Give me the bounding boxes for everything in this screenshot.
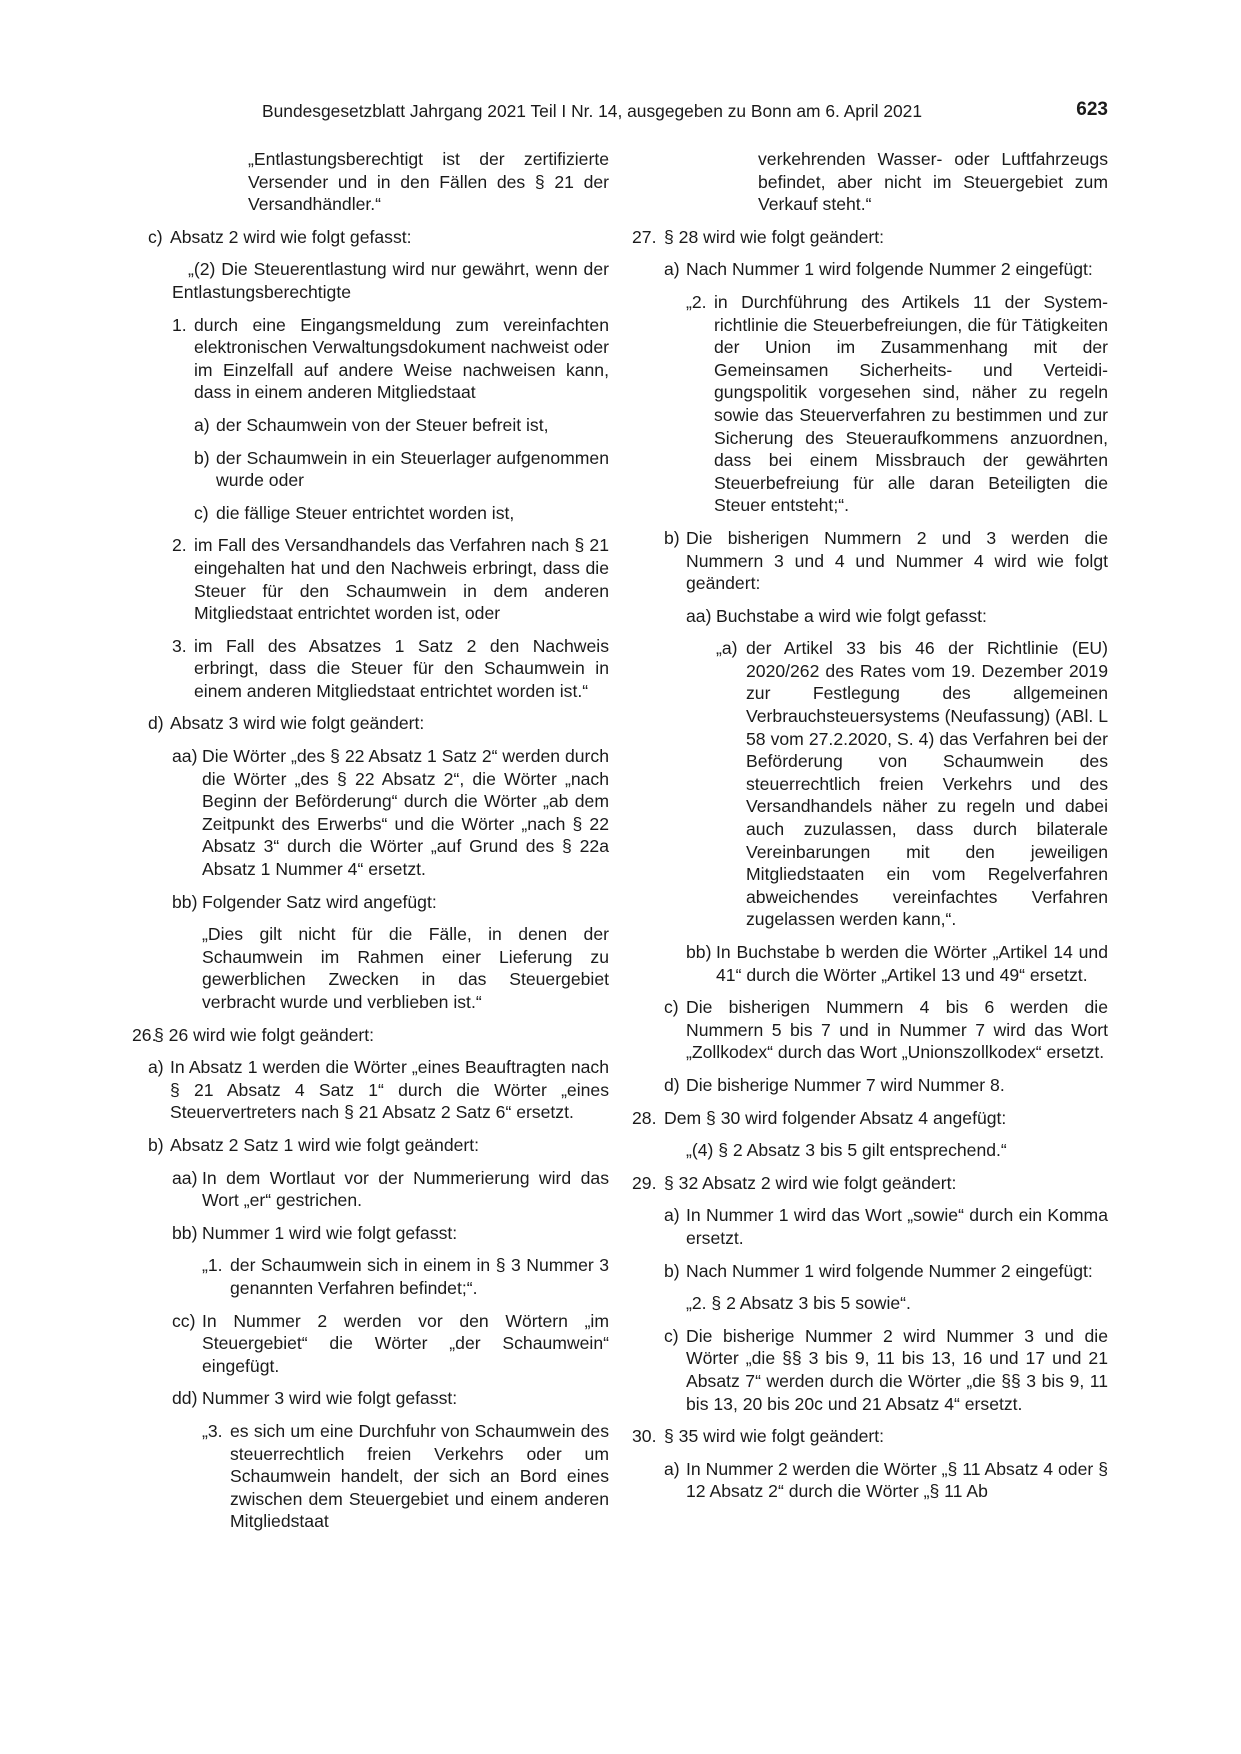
list-item-27a: [632, 258, 1108, 281]
item-text: im Fall des Absatzes 1 Satz 2 den Nachweis erbringt, dass die Steuer für den Schaumwein in einem anderen Mitgliedstaat entrichtet worden ist.“: [194, 635, 609, 701]
item-label: 30.: [632, 1426, 657, 1447]
paragraph: verkehrenden Wasser- oder Luftfahrzeugs befindet, aber nicht im Steuergebiet zum Verkauf steht.“: [758, 149, 1108, 215]
quoted-item: [632, 637, 1108, 931]
item-text: Die bisherigen Nummern 2 und 3 werden die Nummern 3 und 4 und Nummer 4 wird wie folgt geändert:: [686, 527, 1108, 594]
list-item-27c: [632, 996, 1108, 1064]
list-item-29: [632, 1172, 1108, 1195]
item-text: der Schaumwein in ein Steuerlager aufgenommen wurde oder: [216, 447, 609, 491]
item-label: 2.: [172, 535, 187, 556]
list-item-26b: [132, 1134, 609, 1157]
item-text: es sich um eine Durchfuhr von Schaumwein des steuerrechtlich freien Verkehrs oder um Schaumwein handelt, der sich an Bord eines zwischen dem Steuergebiet und einem anderen Mitgliedstaat: [230, 1420, 609, 1532]
item-text: In Absatz 1 werden die Wörter „eines Beauftragten nach § 21 Absatz 4 Satz 1“ durch die Wörter „eines Steuervertreters nach § 21 Absatz 2 Satz 6“ ersetzt.: [170, 1057, 609, 1123]
item-label: c): [194, 502, 209, 523]
item-label: a): [194, 414, 210, 435]
list-item-26b-cc: [132, 1310, 609, 1378]
list-item-1: [132, 314, 609, 404]
item-text: Nach Nummer 1 wird folgende Nummer 2 eingefügt:: [686, 1260, 1093, 1281]
list-item-27b-bb: [632, 941, 1108, 986]
item-label: a): [664, 1205, 680, 1226]
quote: „(4) § 2 Absatz 3 bis 5 gilt entsprechend.“: [686, 1140, 1007, 1161]
item-text: Die bisherigen Nummern 4 bis 6 werden die Nummern 5 bis 7 und in Nummer 7 wird das Wort „Zollkodex“ durch das Wort „Unionszollkodex“ ersetzt.: [686, 997, 1108, 1063]
item-label: 29.: [632, 1172, 657, 1193]
right-column: [632, 148, 1108, 1503]
list-item-27: [632, 226, 1108, 249]
item-text: § 28 wird wie folgt geändert:: [664, 226, 885, 247]
item-text: im Fall des Versandhandels das Verfahren nach § 21 eingehalten hat und den Nachweis erbringt, dass die Steuer für den Schaumwein in dem anderen Mitgliedstaat entrichtet worden ist, oder: [194, 535, 609, 624]
item-label: „a): [716, 638, 738, 659]
item-label: aa): [686, 605, 712, 626]
item-label: b): [664, 1260, 680, 1281]
item-label: c): [664, 997, 679, 1018]
quote: „(2) Die Steuerentlastung wird nur gewährt, wenn der Entlastungsberechtigte: [172, 259, 609, 302]
list-item-26a: [132, 1056, 609, 1124]
item-text: durch eine Eingangsmeldung zum vereinfachten elektronischen Verwaltungsdokument nachweist oder im Einzelfall auf andere Weise nachweisen kann, dass in einem anderen Mitgliedstaat: [194, 314, 609, 403]
page-header: [262, 100, 1108, 126]
item-text: der Schaumwein von der Steuer befreit ist,: [216, 414, 549, 435]
item-text: Folgender Satz wird angefügt:: [202, 891, 437, 912]
item-text: der Artikel 33 bis 46 der Richtlinie (EU) 2020/262 des Rates vom 19. Dezember 2019 zur Festlegung des allgemeinen Verbrauchsteuersystems (Neufassung) (ABl. L 58 vom 27.2.2020, S. 4) das Verfahren bei der Beförderung von Schaumwein des steuerrechtlich freien Verkehrs und des Versandhandels näher zu regeln und dabei auch zuzulassen, dass durch bilaterale Vereinbarungen mit den jeweiligen Mitgliedstaaten ein vom Regelverfahren abweichendes vereinfachtes Verfahren zugelassen werden kann,“.: [746, 638, 1108, 930]
list-item-28: [632, 1107, 1108, 1130]
list-item-29a: [632, 1204, 1108, 1249]
item-text: Absatz 2 wird wie folgt gefasst:: [170, 226, 412, 247]
item-text: In dem Wortlaut vor der Nummerierung wird das Wort „er“ gestrichen.: [202, 1167, 609, 1211]
item-text: Dem § 30 wird folgender Absatz 4 angefügt:: [664, 1107, 1007, 1128]
item-label: d): [664, 1074, 680, 1095]
item-label: b): [148, 1134, 164, 1155]
list-item-26b-bb: [132, 1222, 609, 1245]
list-item-bb: [132, 891, 609, 914]
item-label: b): [664, 527, 680, 548]
list-item-1c: [132, 502, 609, 525]
list-item-29b: [632, 1260, 1108, 1283]
list-item-d: [132, 712, 609, 735]
item-text: § 26 wird wie folgt geändert:: [154, 1024, 375, 1045]
item-label: bb): [172, 1222, 198, 1243]
item-text: In Nummer 2 werden vor den Wörtern „im Steuergebiet“ die Wörter „der Schaumwein“ eingefügt.: [202, 1310, 609, 1376]
list-item-3: [132, 635, 609, 703]
item-text: die fällige Steuer entrichtet worden ist,: [216, 502, 515, 523]
item-label: aa): [172, 1167, 198, 1188]
quoted-item: [632, 291, 1108, 517]
item-label: 3.: [172, 635, 187, 656]
quoted-item: [132, 1254, 609, 1299]
quoted-item: [132, 1420, 609, 1533]
list-item-c: [132, 226, 609, 249]
item-text: Absatz 3 wird wie folgt geändert:: [170, 713, 425, 734]
item-label: bb): [172, 891, 198, 912]
list-item-2: [132, 534, 609, 624]
item-text: In Buchstabe b werden die Wörter „Artikel 14 und 41“ durch die Wörter „Artikel 13 und 49“ ersetzt.: [716, 942, 1108, 985]
item-label: „2.: [686, 291, 707, 312]
item-label: dd): [172, 1388, 198, 1409]
item-text: Buchstabe a wird wie folgt gefasst:: [716, 605, 987, 626]
list-item-27d: [632, 1074, 1108, 1097]
item-text: Nummer 1 wird wie folgt gefasst:: [202, 1222, 458, 1243]
item-label: c): [148, 226, 163, 247]
list-item-aa: [132, 745, 609, 881]
list-item-30: [632, 1425, 1108, 1448]
list-item-27b: [632, 527, 1108, 595]
item-text: § 35 wird wie folgt geändert:: [664, 1426, 885, 1447]
gazette-header: Bundesgesetzblatt Jahrgang 2021 Teil I Nr. 14, ausgegeben zu Bonn am 6. April 2021: [262, 101, 923, 121]
item-label: bb): [686, 942, 712, 962]
item-label: d): [148, 713, 164, 734]
item-label: a): [664, 259, 680, 280]
item-text: In Nummer 2 werden die Wörter „§ 11 Absatz 4 oder § 12 Absatz 2“ durch die Wörter „§ 11 Ab: [686, 1458, 1108, 1502]
item-label: 26.: [132, 1024, 157, 1045]
list-item-30a: [632, 1458, 1108, 1503]
item-text: Absatz 2 Satz 1 wird wie folgt geändert:: [170, 1134, 480, 1155]
item-text: Nummer 3 wird wie folgt gefasst:: [202, 1388, 458, 1409]
item-text: Die bisherige Nummer 2 wird Nummer 3 und die Wörter „die §§ 3 bis 9, 11 bis 13, 16 und 17 und 21 Absatz 7“ werden durch die Wörter „die §§ 3 bis 9, 11 bis 13, 20 bis 20c und 21 Absatz 4“ ersetzt.: [686, 1325, 1108, 1414]
item-label: aa): [172, 746, 198, 767]
paragraph: „Entlastungsberechtigt ist der zertifizierte Versender und in den Fällen des § 21 der Versandhändler.“: [248, 149, 609, 215]
quote: „2. § 2 Absatz 3 bis 5 sowie“.: [686, 1293, 911, 1314]
list-item-26: [132, 1024, 609, 1047]
item-label: „3.: [202, 1420, 223, 1441]
left-column: [132, 148, 609, 1533]
item-text: § 32 Absatz 2 wird wie folgt geändert:: [664, 1172, 957, 1193]
item-label: c): [664, 1325, 679, 1346]
list-item-1a: [132, 414, 609, 437]
item-label: 1.: [172, 314, 187, 335]
item-label: b): [194, 447, 210, 468]
list-item-1b: [132, 447, 609, 492]
item-text: In Nummer 1 wird das Wort „sowie“ durch ein Komma ersetzt.: [686, 1205, 1108, 1248]
item-label: „1.: [202, 1255, 223, 1276]
item-label: a): [664, 1458, 680, 1479]
item-text: Die bisherige Nummer 7 wird Nummer 8.: [686, 1074, 1005, 1095]
quote: „Dies gilt nicht für die Fälle, in denen der Schaumwein im Rahmen einer Lieferung zu gewerblichen Zwecken in das Steuergebiet verbracht wurde und verblieben ist.“: [202, 924, 609, 1012]
list-item-29c: [632, 1325, 1108, 1415]
item-text: Die Wörter „des § 22 Absatz 1 Satz 2“ werden durch die Wörter „des § 22 Absatz 2“, die Wörter „nach Beginn der Beförderung“ durch die Wörter „ab dem Zeitpunkt des Erwerbs“ und die Wörter „nach § 22 Absatz 3“ durch die Wörter „auf Grund des § 22a Absatz 1 Nummer 4“ ersetzt.: [202, 746, 609, 880]
item-label: 27.: [632, 226, 657, 247]
item-label: a): [148, 1057, 164, 1078]
page-number: 623: [1076, 99, 1108, 120]
list-item-26b-aa: [132, 1167, 609, 1212]
item-text: in Durchführung des Artikels 11 der Systemrichtlinie die Steuerbefreiungen, die für Tätigkeiten der Union im Zusammenhang mit der Gemeinsamen Sicherheits- und Verteidigungspolitik vorgesehen sind, näher zu regeln sowie das Steuerverfahren zu bestimmen und zur Sicherung des Steueraufkommens anzuordnen, dass bei einem Missbrauch der gewährten Steuerbefreiung für alle daran Beteiligten die Steuer entsteht;“.: [714, 291, 1108, 516]
item-label: 28.: [632, 1107, 657, 1128]
item-text: Nach Nummer 1 wird folgende Nummer 2 eingefügt:: [686, 259, 1093, 280]
item-text: der Schaumwein sich in einem in § 3 Nummer 3 genannten Verfahren befindet;“.: [230, 1255, 609, 1298]
item-label: cc): [172, 1310, 196, 1331]
list-item-27b-aa: [632, 605, 1108, 628]
list-item-26b-dd: [132, 1387, 609, 1410]
